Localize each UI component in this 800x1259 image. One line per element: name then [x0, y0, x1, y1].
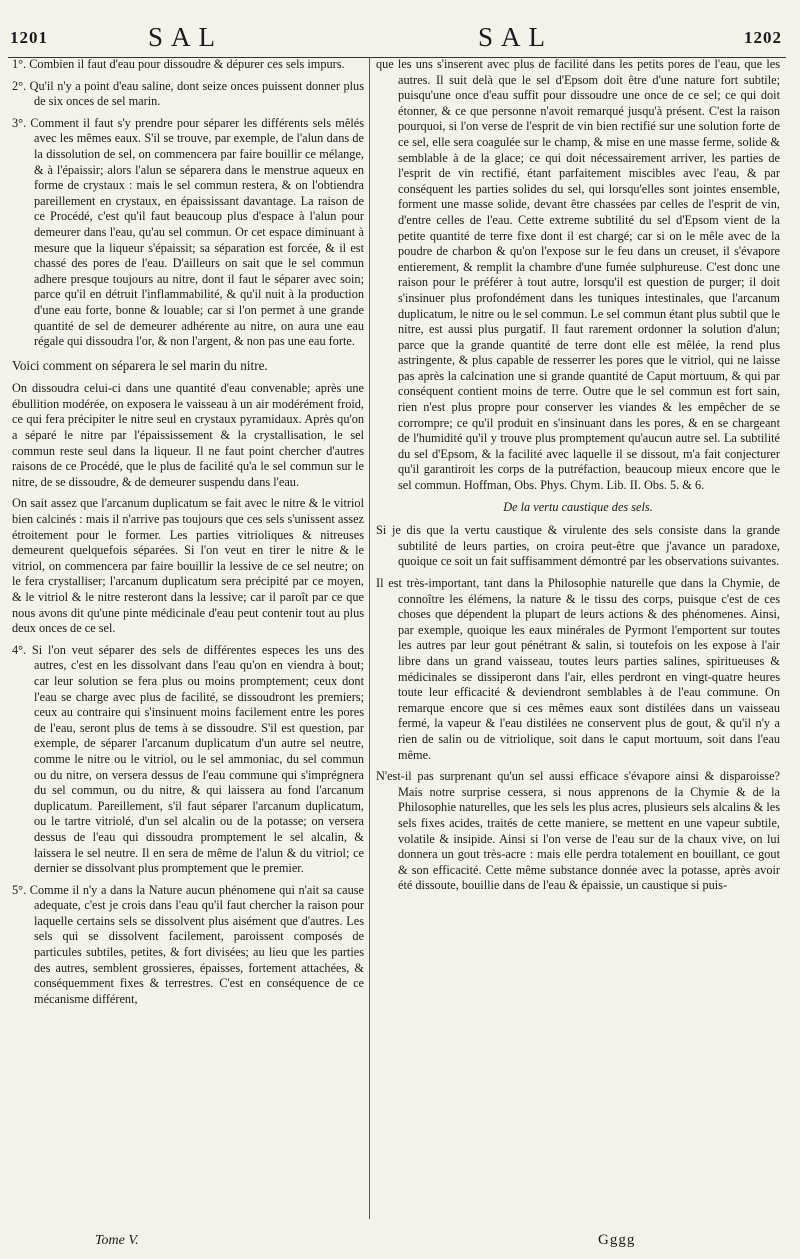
paragraph: 1°. Combien il faut d'eau pour dissoudre & dépurer ces sels impurs.	[12, 57, 345, 71]
paragraph: N'est-il pas surprenant qu'un sel aussi efficace s'évapore ainsi & disparoisse? Mais notre surprise cessera, si nous apprenons de la Chymie & de la Philosophie naturelles, que les sels les plus acres, plusieurs sels alcalins & les sels fixes acides, traités de cette maniere, se mettent en une vapeur subtile, volatile & insipide. Ainsi si l'on verse de l'eau sur de la chaux vive, on lui donnera un gout très-acre : mais elle perdra totalement en bouillant, ce gout & son efficacité. Cette même substance donnée avec la potasse, après avoir été dissoute, bouillie dans de l'eau & épaissie, un caustique si puis-	[376, 769, 780, 893]
volume-label: Tome V.	[95, 1233, 139, 1248]
left-page-number: 1201	[10, 28, 48, 47]
paragraph: On sait assez que l'arcanum duplicatum se fait avec le nitre & le vitriol bien calcinés : mais il n'arrive pas toujours que ces sels s'unissent assez étroitement pour le former. Les parties vitrioliques & nitreuses demeurent quelquefois séparées. Si l'on veut en tirer le nitre & le vitriol, on commencera par faire bouillir la lessive de ce sel neutre; on le fera crystalliser; l'arcanum duplicatum sera précipité par ce moyen, & le vitriol & le nitre resteront dans la lessive; car il paroît par ce que nous avons dit qu'une pinte médicinale d'eau peut contenir tout au plus deux onces de ce sel.	[12, 496, 364, 636]
section-heading: Voici comment on séparera le sel marin du nitre.	[12, 357, 268, 373]
right-page-number: 1202	[744, 28, 782, 47]
section-heading: De la vertu caustique des sels.	[503, 499, 653, 514]
paragraph: 3°. Comment il faut s'y prendre pour séparer les différents sels mêlés avec les mêmes eaux. S'il se trouve, par exemple, de l'alun dans de la dissolution de sel, on commencera par faire bouillir ce mélange, & à l'épaissir; alors l'alun se séparera dans le menstrue aqueux en forme de crystaux : mais le sel commun restera, & on l'obtiendra pareillement en crystaux, en épaississant davantage. La raison de ce Procédé, c'est qu'il faut beaucoup plus d'espace à l'alun pour demeurer dans l'eau, qu'au sel commun. Or cet espace diminuant à mesure que la liqueur s'épaissit; sa séparation est forcée, & il est chassé des pores de l'eau. D'ailleurs on sait que le sel commun adhere presque toujours au nitre, dont il faut le séparer avec soin; parce qu'il en détruit l'inflammabilité, & qu'il nuit à la production d'une eau forte, bonne & louable; car si l'on permet à une grande quantité de sel de demeurer adhérente au nitre, on aura une eau régale qui dissoudra l'or, & non l'argent, & non pas une eau forte.	[12, 115, 364, 349]
paragraph: Si je dis que la vertu caustique & virulente des sels consiste dans la grande subtilité de leurs parties, on croira peut-être que j'avance un paradoxe, quoique ce soit un fait suffisamment démontré par les observations suivantes.	[376, 523, 780, 569]
paragraph: 4°. Si l'on veut séparer des sels de différentes especes les uns des autres, c'est en les dissolvant dans l'eau qu'on en viendra à bout; car leur solution se fera plus ou moins promptement; ceux dont l'eau se charge avec plus de facilité, se dissoudront les premiers; ceux au contraire qui s'insinuent moins facilement entre les pores de l'eau, seront plus de tems à se dissoudre. S'il est question, par exemple, de séparer l'arcanum duplicatum d'un autre sel neutre, comme le nitre ou le vitriol, ou le sel ammoniac, du sel commun ou du nitre, on versera dessus de l'eau commune qui s'imprégnera du sel commun, ou du nitre, & qui laissera au fond l'arcanum duplicatum. Pareillement, s'il faut séparer l'arcanum duplicatum, ou le tartre vitriolé, d'un sel alcalin ou de la potasse; on versera dessus de l'eau qui dissoudra promptement le sel alcalin, & laissera le sel neutre. Il en sera de même de l'alun & du vitriol; ce dernier se dissolvant plus promptement que le premier.	[12, 642, 364, 876]
left-column	[12, 57, 364, 1225]
paragraph: 5°. Comme il n'y a dans la Nature aucun phénomene qui n'ait sa cause adequate, c'est je crois dans l'eau qu'il faut chercher la raison pour laquelle certains sels se dissolvent plus aisément que d'autres. Les sels qui se dissolvent facilement, paroissent composés de particules subtiles, petites, & fort divisées; au lieu que les parties des autres, semblent grossieres, épaisses, fortement attachées, & conséquemment fixes & terrestres. C'est en conséquence de ce mécanisme différent,	[12, 882, 364, 1006]
left-running-head: SAL	[148, 22, 224, 52]
right-running-head: SAL	[478, 22, 554, 52]
page-header	[0, 22, 800, 58]
paragraph: Il est très-important, tant dans la Philosophie naturelle que dans la Chymie, de connoître les élémens, la nature & le tissu des corps, puisque c'est de ces choses que dépendent la plupart de leurs actions & des phénomenes. Ainsi, par exemple, quoique les eaux minérales de Pyrmont l'emportent sur toutes les autres par leur gout pénétrant & salin, si toutefois on les expose à l'air libre dans un grand vaisseau, toutes leurs parties salines, spiritueuses & médicinales se dissiperont dans l'air, elles perdront en vingt-quatre heures toute leur efficacité & deviendront semblables à de l'eau commune. On remarque encore que si ces mêmes eaux sont distilées dans un vaisseau fermé, la vapeur & l'eau distilées ne conservent plus de gout, & qu'il n'y a rien de salin ou de vitriolique, soit dans le caput mortuum, soit dans l'eau même.	[376, 576, 780, 762]
right-column	[376, 57, 780, 1225]
paragraph: On dissoudra celui-ci dans une quantité d'eau convenable; après une ébullition modérée, on exposera le vaisseau à un air modérément froid, ce qui fera précipiter le nitre seul en crystaux pyramidaux. Après qu'on a séparé le nitre par l'épaississement & la crystallisation, le sel commun reste seul dans la liqueur. Il ne faut point chercher d'autres raisons de ce Procédé, que le plus de facilité qu'a le sel commun sur le nitre, de se dissoudre, & de demeurer suspendu dans l'eau.	[12, 381, 364, 489]
paragraph: 2°. Qu'il n'y a point d'eau saline, dont seize onces puissent donner plus de six onces de sel marin.	[12, 78, 364, 109]
column-divider	[369, 57, 370, 1219]
paragraph: que les uns s'inserent avec plus de facilité dans les petits pores de l'eau, que les autres. Il suit delà que le sel d'Epsom doit être d'une nature fort subtile; puisqu'une once d'eau suffit pour dissoudre une once de ce sel; ce qui doit étonner, & ce que personne n'avoit remarqué jusqu'à présent. C'est la raison pourquoi, si l'on verse de l'esprit de vin bien rectifié sur une solution forte de ce sel, elle sera coagulée sur le champ, & mise en une masse ferme, solide & semblable à de la glace; ce qui doit nécessairement arriver, les parties de l'esprit de vin rectifié, étant parfaitement miscibles avec l'eau, & par conséquent les parties solides du sel, qui lorsqu'elles sont jointes ensemble, forment une masse solide, devant être chassées par celles de l'esprit de vin, d'entre celles de l'eau. Cette extreme subtilité du sel d'Epsom vient de la petite quantité de terre fixe dont il est chargé; car si on le mêle avec de la poudre de charbon & qu'on l'expose sur le feu dans un creuset, il s'évapore entierement, & remplit la chambre d'une fumée sulphureuse. C'est donc une raison pour le préférer à tout autre, lorsqu'il est question de purger; il doit s'insinuer plus profondément dans les tuniques intestinales, que l'arcanum duplicatum, le nitre ou le sel commun. Le sel commun étant plus subtil que le nitre, est aussi plus purgatif. Il faut rarement ordonner la solution d'alun; parce que la grande quantité de terre dont elle est mêlée, la rend plus astringente, & plus capable de resserrer les pores que le vitriol, qui ne laisse pas après la calcination une si grande quantité de Caput mortuum, & qui par conséquent contient moins de terre. Outre que le sel commun est fort sain, rien n'est plus propre pour conserver les viandes & les empêcher de se corrompre; ce qu'il produit en s'insinuant dans les pores, & en se chargeant de l'humidité qu'il y trouve plus promptement qu'aucun autre sel. La subtilité du sel d'Epsom, & la facilité avec laquelle il se dissout, m'a fait conjecturer qu'il garantiroit les corps de la putréfaction, beaucoup mieux encore que le sel commun. Hoffman, Obs. Phys. Chym. Lib. II. Obs. 5. & 6.	[376, 57, 780, 493]
signature-mark: Gggg	[598, 1232, 636, 1248]
